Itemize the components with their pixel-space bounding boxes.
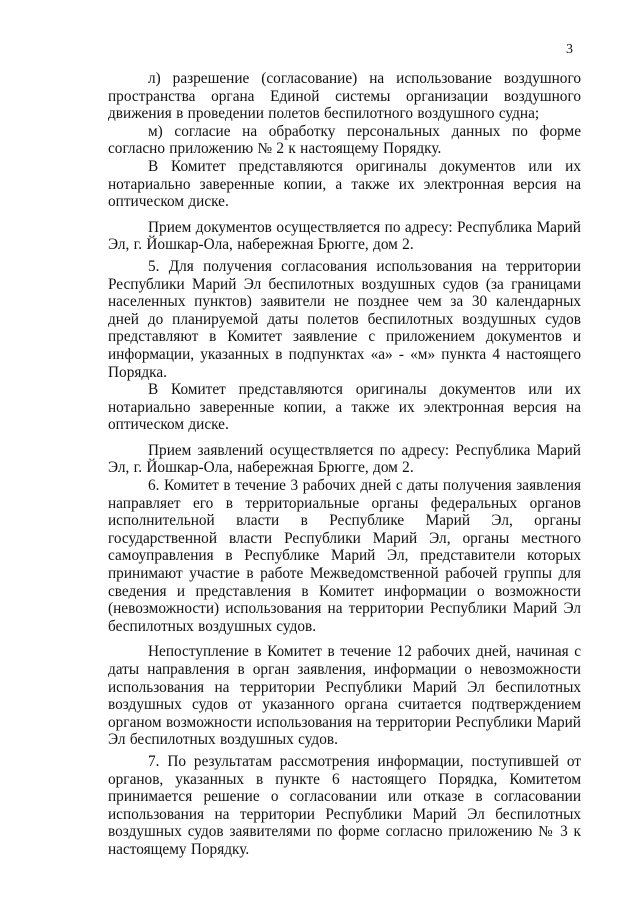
paragraph-non-receipt: Непоступление в Комитет в течение 12 рабочих дней, начиная с даты направления в орган заявления, информации о невозможности использования на территории Республики Марий Эл беспилотных воздушных судов от указанного органа считается подтверждением органом возможности использования на территории Республики Марий Эл беспилотных воздушных судов. — [108, 643, 581, 749]
paragraph-item-l: л) разрешение (согласование) на использование воздушного пространства органа Единой системы организации воздушного движения в проведении полетов беспилотного воздушного судна; — [108, 70, 581, 123]
paragraph-documents-address: Прием документов осуществляется по адресу: Республика Марий Эл, г. Йошкар-Ола, набережная Брюгге, дом 2. — [108, 218, 581, 254]
paragraph-originals-note: В Комитет представляются оригиналы документов или их нотариально заверенные копии, а также их электронная версия на оптическом диске. — [108, 157, 581, 211]
paragraph-section-5: 5. Для получения согласования использования на территории Республики Марий Эл беспилотных воздушных судов (за границами населенных пунктов) заявители не позднее чем за 30 календарных дней до планируемой даты полетов беспилотных воздушных судов представляют в Комитет заявление с приложением документов и информации, указанных в подпунктах «а» - «м» пункта 4 настоящего Порядка. — [108, 257, 581, 381]
paragraph-item-m: м) согласие на обработку персональных данных по форме согласно приложению № 2 к настоящему Порядку. — [108, 122, 581, 158]
page-number: 3 — [566, 42, 573, 57]
paragraph-originals-note-2: В Комитет представляются оригиналы документов или их нотариально заверенные копии, а также их электронная версия на оптическом диске. — [108, 381, 581, 434]
document-body — [108, 70, 581, 859]
paragraph-applications-address: Прием заявлений осуществляется по адресу: Республика Марий Эл, г. Йошкар-Ола, набережная Брюгге, дом 2. — [108, 441, 581, 477]
paragraph-section-7: 7. По результатам рассмотрения информации, поступившей от органов, указанных в пункте 6 настоящего Порядка, Комитетом принимается решение о согласовании или отказе в согласовании использования на территории Республики Марий Эл беспилотных воздушных судов заявителями по форме согласно приложению № 3 к настоящему Порядку. — [108, 752, 581, 858]
paragraph-section-6: 6. Комитет в течение 3 рабочих дней с даты получения заявления направляет его в территориальные органы федеральных органов исполнительной власти в Республике Марий Эл, органы государственной власти Республики Марий Эл, органы местного самоуправления в Республике Марий Эл, представители которых принимают участие в работе Межведомственной рабочей группы для сведения и представления в Комитет информации о возможности (невозможности) использования на территории Республики Марий Эл беспилотных воздушных судов. — [108, 477, 581, 635]
